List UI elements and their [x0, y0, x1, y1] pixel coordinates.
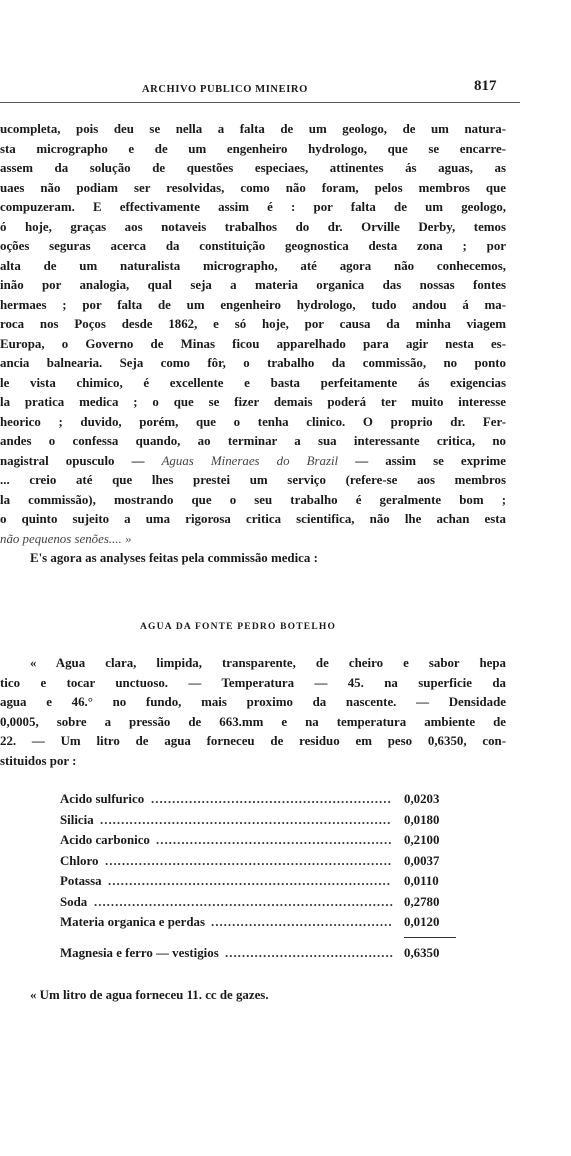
- substance-name: Silicia: [60, 812, 94, 827]
- dot-leader: .......................................................................: [94, 894, 394, 909]
- substance-value: 0,2100: [404, 833, 440, 847]
- substance-name: Magnesia e ferro — vestigios: [60, 945, 219, 960]
- body-line: ucompleta, pois deu se nella a falta de um geologo, de um natura-: [0, 122, 506, 136]
- substance-value: 0,0037: [404, 853, 440, 868]
- body-line: o quinto sujeito a uma rigorosa critica scientifica, não lhe achan esta: [0, 512, 506, 526]
- substance-name: Materia organica e perdas: [60, 915, 205, 929]
- body-paragraph: [0, 120, 506, 569]
- analysis-line: 0,0005, sobre a pressão de 663.mm e na temperatura ambiente de: [0, 714, 506, 729]
- dot-leader: ...................................................................: [108, 874, 391, 888]
- table-row: [60, 813, 460, 834]
- substance-name: Potassa: [60, 874, 102, 888]
- body-text-segment: — assim se exprime: [338, 453, 506, 468]
- body-line: Europa, o Governo de Minas ficou apparelhado para agir nesta es-: [0, 336, 506, 351]
- body-line: ... creio até que lhes prestei um serviço (refere-se aos membros: [0, 473, 506, 487]
- body-line: ancia balnearia. Seja como fôr, o trabalho da commissão, no ponto: [0, 356, 506, 370]
- body-line-with-italic: [0, 452, 506, 472]
- page-header: [0, 78, 520, 103]
- body-line: inão por analogia, qual seja a materia organica das nossas fontes: [0, 278, 506, 292]
- body-line: sta micrographo e de um engenheiro hydrologo, que se encarre-: [0, 141, 506, 156]
- table-total-row: [60, 946, 460, 967]
- table-row: [60, 792, 460, 813]
- body-text-segment: nagistral opusculo —: [0, 453, 162, 468]
- substance-value: 0,6350: [404, 945, 440, 960]
- body-line: roca nos Poços desde 1862, e só hoje, por causa da minha viagem: [0, 317, 506, 331]
- analysis-line: tico e tocar unctuoso. — Temperatura — 45. na superficie da: [0, 675, 506, 690]
- substance-name: Chloro: [60, 853, 99, 868]
- analysis-line: agua e 46.° no fundo, mais proximo da nascente. — Densidade: [0, 695, 506, 709]
- dot-leader: ........................................................: [156, 833, 393, 847]
- body-line: le vista chimico, é excellente e basta perfeitamente ás exigencias: [0, 375, 506, 390]
- table-row: [60, 833, 460, 854]
- body-line: andes o confessa quando, ao terminar a sua interessante critica, no: [0, 434, 506, 448]
- substance-value: 0,0180: [404, 812, 440, 827]
- dot-leader: ....................................................................: [105, 853, 393, 868]
- dot-leader: .........................................................: [151, 792, 392, 806]
- substance-value: 0,0203: [404, 792, 440, 806]
- body-line: assem da solução de questões especiaes, attinentes ás aguas, as: [0, 161, 506, 175]
- body-line: oções seguras acerca da constituição geognostica desta zona ; por: [0, 239, 506, 253]
- analysis-paragraph: [0, 654, 506, 771]
- table-row: [60, 895, 460, 916]
- table-row: [60, 854, 460, 875]
- body-line: la pratica medica ; o que se fizer demais poderá ter muito interesse: [0, 395, 506, 409]
- analysis-line: stituidos por :: [0, 753, 77, 768]
- total-rule: [404, 937, 456, 938]
- table-row: [60, 874, 460, 895]
- body-line: uaes não podiam ser resolvidas, como não foram, pelos membros que: [0, 180, 506, 195]
- section-title: AGUA DA FONTE PEDRO BOTELHO: [140, 622, 337, 632]
- page-number: 817: [474, 78, 497, 94]
- substance-value: 0,0110: [404, 874, 439, 888]
- body-line: ó hoje, graças aos notaveis trabalhos do dr. Orville Derby, temos: [0, 219, 506, 234]
- analysis-line: 22. — Um litro de agua forneceu de residuo em peso 0,6350, con-: [0, 734, 506, 748]
- book-title-italic: Aguas Mineraes do Brazil: [161, 453, 339, 468]
- substance-name: Acido carbonico: [60, 833, 150, 847]
- dot-leader: ...........................................: [211, 915, 393, 929]
- dot-leader: .....................................................................: [100, 812, 392, 827]
- table-row: [60, 915, 460, 936]
- dot-leader: ........................................: [225, 945, 394, 960]
- body-line: hermaes ; por falta de um engenheiro hydrologo, tudo andou á ma-: [0, 297, 506, 312]
- body-line: la commissão), mostrando que o seu trabalho é geralmente bom ;: [0, 492, 506, 507]
- running-title: ARCHIVO PUBLICO MINEIRO: [142, 84, 308, 95]
- footnote: « Um litro de agua forneceu 11. cc de gazes.: [30, 988, 269, 1002]
- substance-name: Soda: [60, 894, 88, 909]
- substance-value: 0,0120: [404, 915, 440, 929]
- body-line: heorico ; duvido, porém, que o tenha clinico. O proprio dr. Fer-: [0, 414, 506, 429]
- substance-name: Acido sulfurico: [60, 792, 145, 806]
- body-line: alta de um naturalista micrographo, até agora não conhecemos,: [0, 258, 506, 273]
- intro-line: E's agora as analyses feitas pela commissão medica :: [30, 551, 318, 565]
- substance-value: 0,2780: [404, 894, 440, 909]
- body-line: compuzeram. E effectivamente assim é : por falta de um geologo,: [0, 200, 506, 214]
- analysis-line: « Agua clara, limpida, transparente, de cheiro e sabor hepa: [30, 656, 506, 670]
- body-line-italic: não pequenos senões.... »: [0, 531, 132, 546]
